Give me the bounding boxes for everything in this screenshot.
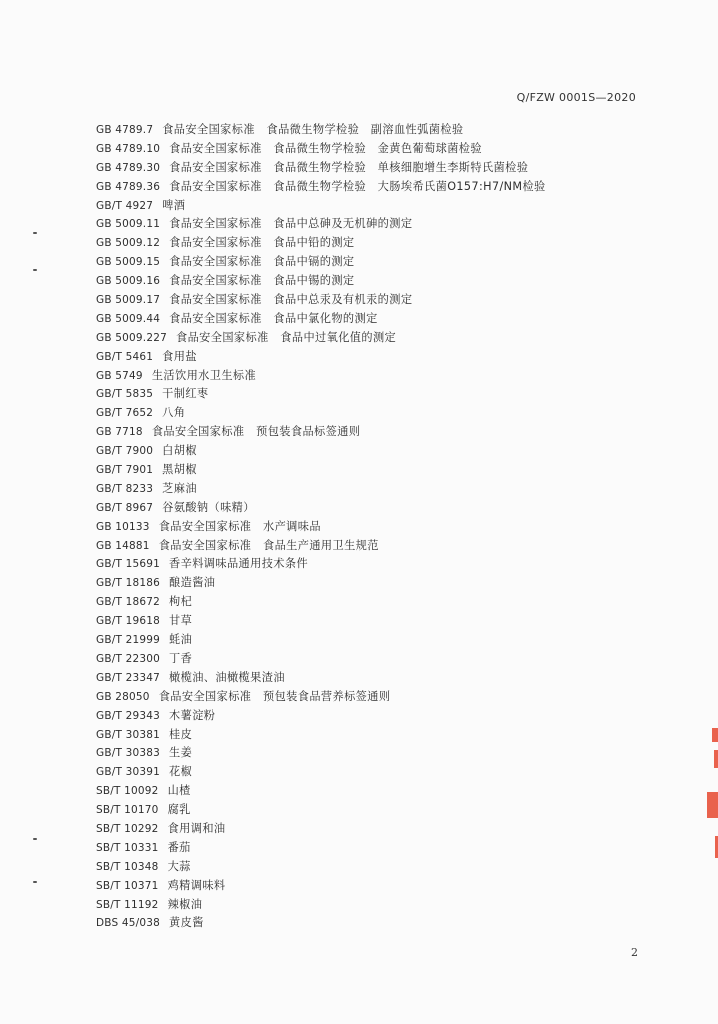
scan-mark <box>33 232 37 234</box>
standard-code: GB/T 22300 <box>96 652 161 665</box>
standard-entry <box>96 139 656 158</box>
standard-code: GB 5749 <box>96 369 143 382</box>
standard-code: GB/T 29343 <box>96 709 161 722</box>
standard-title: 食品安全国家标准 食品微生物学检验 副溶血性弧菌检验 <box>162 123 464 136</box>
standard-title: 甘草 <box>169 614 193 628</box>
standard-entry <box>96 196 656 215</box>
standard-title: 食品安全国家标准 食品微生物学检验 单核细胞增生李斯特氏菌检验 <box>169 160 529 174</box>
standard-title: 大蒜 <box>167 859 191 873</box>
standard-entry <box>96 668 656 687</box>
standard-title: 食品安全国家标准 食品微生物学检验 大肠埃希氏菌O157:H7/NM检验 <box>169 179 546 193</box>
standard-code: GB/T 21999 <box>96 634 161 647</box>
standard-entry <box>96 838 656 857</box>
standard-code: GB/T 18672 <box>96 596 161 609</box>
standard-title: 食品安全国家标准 食品生产通用卫生规范 <box>158 538 379 552</box>
standard-title: 食品安全国家标准 食品中总汞及有机汞的测定 <box>169 293 413 307</box>
standard-code: SB/T 10170 <box>96 804 159 817</box>
standard-code: GB/T 8967 <box>96 501 154 514</box>
standard-entry <box>96 498 656 517</box>
standard-entry <box>96 233 656 252</box>
standard-entry <box>96 271 656 290</box>
standard-code: GB/T 4927 <box>96 199 154 212</box>
standard-code: GB/T 8233 <box>96 482 154 495</box>
standard-entry <box>96 876 656 895</box>
seal-stamp-edge <box>707 792 718 818</box>
standard-code: GB 5009.227 <box>96 331 167 344</box>
standard-title: 啤酒 <box>162 198 186 212</box>
standard-code: SB/T 10348 <box>96 860 159 873</box>
standard-entry <box>96 554 656 573</box>
standard-entry <box>96 120 656 139</box>
standard-title: 香辛料调味品通用技术条件 <box>169 557 309 571</box>
standard-code: GB/T 18186 <box>96 577 161 590</box>
standard-title: 食用盐 <box>162 349 197 363</box>
standard-entry <box>96 743 656 762</box>
standard-code: GB 5009.15 <box>96 256 161 269</box>
standard-entry <box>96 384 656 403</box>
standard-code: SB/T 10292 <box>96 822 159 835</box>
standard-title: 酿造酱油 <box>169 576 216 590</box>
standard-entry <box>96 536 656 555</box>
standard-code: GB 10133 <box>96 520 150 533</box>
standard-title: 生姜 <box>169 746 193 760</box>
standard-entry <box>96 592 656 611</box>
standard-entry <box>96 762 656 781</box>
standard-entry <box>96 630 656 649</box>
standard-code: DBS 45/038 <box>96 917 161 930</box>
standard-entry <box>96 573 656 592</box>
standard-entry <box>96 611 656 630</box>
standard-code: GB 4789.30 <box>96 161 161 174</box>
standard-entry <box>96 290 656 309</box>
standard-code: GB/T 5835 <box>96 388 154 401</box>
seal-stamp-edge <box>714 750 718 768</box>
standard-title: 食品安全国家标准 食品中氯化物的测定 <box>169 311 378 325</box>
standard-code: SB/T 10331 <box>96 841 159 854</box>
standard-code: GB 7718 <box>96 426 143 439</box>
seal-stamp-edge <box>712 728 718 742</box>
standard-entry <box>96 687 656 706</box>
standard-entry <box>96 913 656 932</box>
standard-code: SB/T 11192 <box>96 898 159 911</box>
standard-title: 鸡精调味料 <box>167 878 226 892</box>
referenced-standards-list <box>96 120 656 932</box>
standard-code: SB/T 10092 <box>96 785 159 798</box>
standard-title: 干制红枣 <box>162 387 209 401</box>
standard-code: GB/T 5461 <box>96 350 154 363</box>
standard-entry <box>96 857 656 876</box>
standard-title: 番茄 <box>167 840 191 854</box>
standard-title: 山楂 <box>167 784 191 798</box>
standard-title: 白胡椒 <box>162 444 197 458</box>
standard-title: 桂皮 <box>169 727 193 741</box>
standard-title: 橄榄油、油橄榄果渣油 <box>169 670 285 684</box>
standard-title: 食品安全国家标准 水产调味品 <box>158 519 321 533</box>
document-code: Q/FZW 0001S—2020 <box>516 91 636 104</box>
scan-mark <box>33 881 37 883</box>
standard-title: 辣椒油 <box>167 897 203 911</box>
standard-entry <box>96 479 656 498</box>
standard-entry <box>96 781 656 800</box>
standard-entry <box>96 422 656 441</box>
standard-title: 芝麻油 <box>162 481 197 495</box>
standard-code: GB 5009.12 <box>96 237 161 250</box>
standard-title: 食品安全国家标准 预包装食品标签通则 <box>151 425 361 439</box>
page-number: 2 <box>631 946 638 959</box>
standard-title: 食用调和油 <box>167 821 226 835</box>
standard-title: 食品安全国家标准 食品中镉的测定 <box>169 255 355 269</box>
standard-entry <box>96 649 656 668</box>
standard-entry <box>96 895 656 914</box>
standard-title: 生活饮用水卫生标准 <box>151 368 257 382</box>
standard-code: GB/T 30383 <box>96 747 161 760</box>
standard-title: 黑胡椒 <box>162 463 197 477</box>
standard-entry <box>96 328 656 347</box>
standard-title: 食品安全国家标准 食品中锡的测定 <box>169 274 355 288</box>
standard-entry <box>96 347 656 366</box>
standard-title: 食品安全国家标准 食品中铅的测定 <box>169 236 355 250</box>
standard-code: GB 5009.11 <box>96 218 161 231</box>
scan-mark <box>33 269 37 271</box>
standard-entry <box>96 366 656 385</box>
standard-code: GB 5009.44 <box>96 312 161 325</box>
standard-code: GB 4789.36 <box>96 180 161 193</box>
standard-code: GB 14881 <box>96 539 150 552</box>
scan-mark <box>33 838 37 840</box>
standard-entry <box>96 309 656 328</box>
standard-code: GB 28050 <box>96 690 150 703</box>
standard-code: GB/T 7901 <box>96 464 154 477</box>
standard-title: 黄皮酱 <box>169 916 204 930</box>
standard-title: 花椒 <box>169 765 193 779</box>
standard-code: GB/T 23347 <box>96 671 161 684</box>
standard-title: 八角 <box>162 406 186 420</box>
standard-title: 丁香 <box>169 651 193 665</box>
standard-entry <box>96 706 656 725</box>
standard-entry <box>96 517 656 536</box>
standard-entry <box>96 214 656 233</box>
standard-entry <box>96 800 656 819</box>
standard-code: GB/T 15691 <box>96 558 161 571</box>
standard-code: GB/T 30381 <box>96 728 161 741</box>
standard-entry <box>96 725 656 744</box>
standard-title: 谷氨酸钠（味精） <box>162 500 255 514</box>
standard-title: 蚝油 <box>169 633 193 647</box>
standard-title: 食品安全国家标准 食品微生物学检验 金黄色葡萄球菌检验 <box>169 141 482 155</box>
standard-code: GB 5009.17 <box>96 294 161 307</box>
standard-entry <box>96 177 656 196</box>
standard-entry <box>96 460 656 479</box>
standard-code: GB/T 19618 <box>96 615 161 628</box>
standard-title: 枸杞 <box>169 595 193 609</box>
standard-code: GB/T 7652 <box>96 407 154 420</box>
standard-code: SB/T 10371 <box>96 879 159 892</box>
standard-title: 食品安全国家标准 食品中总砷及无机砷的测定 <box>169 217 413 231</box>
standard-title: 腐乳 <box>167 803 191 817</box>
standard-code: GB/T 30391 <box>96 766 161 779</box>
standard-entry <box>96 441 656 460</box>
standard-entry <box>96 252 656 271</box>
standard-entry <box>96 819 656 838</box>
standard-title: 木薯淀粉 <box>169 708 216 722</box>
standard-code: GB 4789.7 <box>96 124 154 136</box>
standard-entry <box>96 403 656 422</box>
standard-title: 食品安全国家标准 预包装食品营养标签通则 <box>158 689 391 703</box>
standard-code: GB 5009.16 <box>96 275 161 288</box>
standard-title: 食品安全国家标准 食品中过氧化值的测定 <box>175 330 397 344</box>
standard-code: GB/T 7900 <box>96 445 154 458</box>
standard-entry <box>96 158 656 177</box>
standard-code: GB 4789.10 <box>96 142 161 155</box>
